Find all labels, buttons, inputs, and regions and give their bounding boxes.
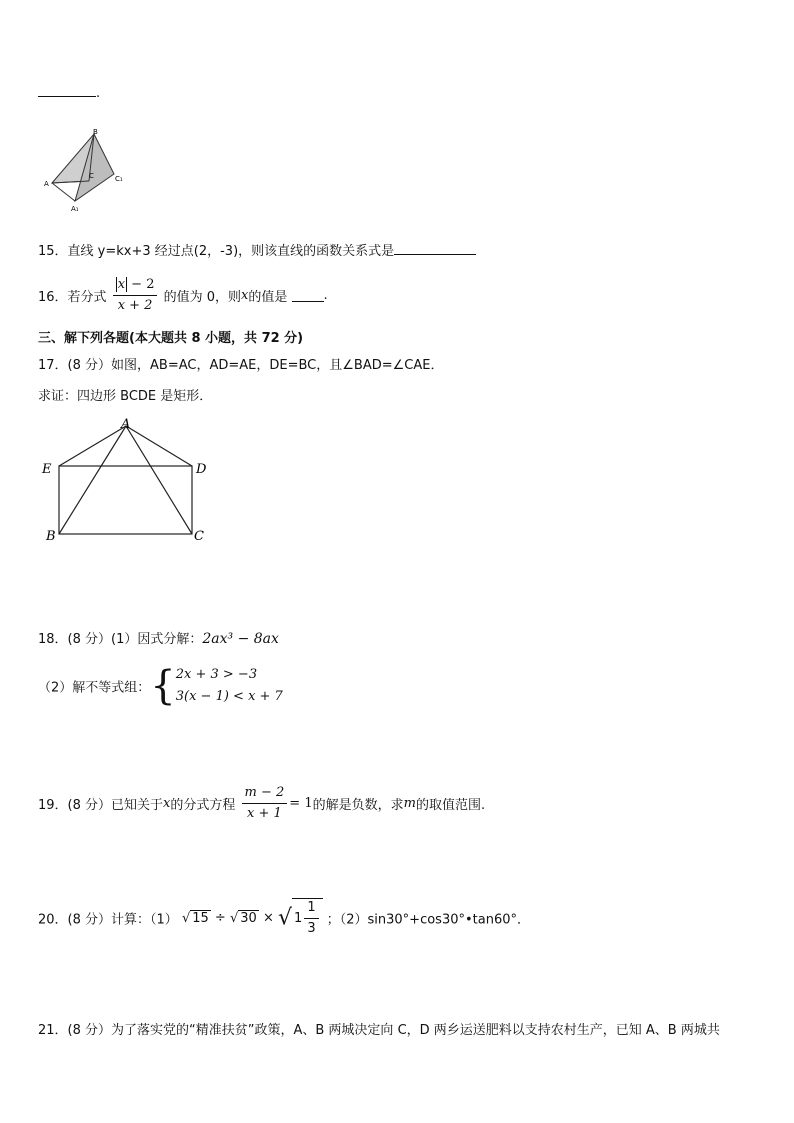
label-a1: A₁	[71, 205, 79, 213]
variable-x: x	[163, 796, 171, 811]
abs-x: x	[117, 277, 126, 292]
section-3-heading: 三、解下列各题(本大题共 8 小题，共 72 分)	[38, 331, 304, 346]
line-a-d	[126, 426, 192, 466]
question-19-prefix: 19．(8 分）已知关于	[38, 798, 164, 813]
question-17-line-1: 17．(8 分）如图，AB=AC，AD=AE，DE=BC，且∠BAD=∠CAE．	[38, 358, 444, 373]
question-18-part-1	[38, 628, 279, 647]
question-16-prefix: 16．若分式	[38, 290, 107, 305]
factor-expression: 2ax³ − 8ax	[202, 631, 279, 647]
question-18-prefix: 18．(8 分）(1）因式分解：	[38, 632, 203, 647]
question-19-end: 的取值范围.	[415, 798, 486, 813]
times-sign: ×	[262, 910, 274, 926]
answer-blank	[38, 86, 96, 97]
fraction-m-minus-2-over-x-plus-1	[242, 784, 288, 823]
label-a: A	[44, 180, 49, 188]
line-a-b	[59, 426, 126, 534]
fraction-abs-x-minus-2-over-x-plus-2	[113, 276, 158, 315]
sqrt-30: √ 30	[229, 911, 257, 926]
divide-sign: ÷	[214, 910, 226, 926]
inequality-system	[176, 664, 283, 708]
variable-m: m	[403, 796, 416, 811]
question-20	[38, 898, 530, 938]
figure-q17	[38, 414, 218, 548]
fraction-one-third: $\frac{1}{3}$	[304, 899, 318, 938]
rectangle-bcde	[59, 466, 192, 534]
inequality-2: 3(x − 1) < x + 7	[175, 689, 283, 704]
question-18-part-2-prefix: （2）解不等式组：	[38, 680, 151, 696]
label-c: C	[194, 529, 204, 544]
question-15	[38, 240, 476, 259]
sqrt-mixed-fraction: √ 1 $\frac{1}{3}$	[278, 898, 323, 938]
label-e: E	[42, 462, 52, 477]
line-a-e	[59, 426, 126, 466]
whole-part: 1	[294, 911, 303, 926]
label-d: D	[196, 462, 207, 477]
question-15-text: 15．直线 y=kx+3 经过点(2，-3)，则该直线的函数关系式是	[38, 244, 395, 259]
question-16-end: .	[323, 288, 328, 303]
answer-blank	[394, 242, 476, 255]
numerator-rest: − 2	[127, 277, 155, 292]
question-17-line-2: 求证：四边形 BCDE 是矩形．	[38, 389, 213, 404]
question-20-part-2: ；（2）sin30°+cos30°•tan60°．	[326, 912, 530, 928]
inequality-1: 2x + 3 > −3	[175, 667, 258, 682]
line-a-a1	[52, 183, 75, 201]
previous-question-blank	[38, 86, 100, 101]
denominator: x + 2	[117, 298, 153, 313]
equals-one: = 1	[289, 796, 313, 811]
denominator: x + 1	[247, 806, 282, 821]
label-b: B	[46, 529, 56, 544]
sqrt-15: √ 15	[181, 911, 209, 926]
label-a: A	[121, 417, 131, 432]
question-21: 21．(8 分）为了落实党的“精准扶贫”政策，A、B 两城决定向 C，D 两乡运送肥料以支持农村生产，已知 A、B 两城共	[38, 1023, 720, 1038]
blank-period: .	[96, 86, 101, 101]
label-c: C	[89, 172, 94, 180]
figure-q14	[40, 128, 140, 216]
system-brace: {	[150, 663, 176, 709]
numerator: m − 2	[242, 784, 288, 804]
question-16	[38, 276, 328, 315]
variable-x: x	[241, 288, 249, 303]
answer-blank	[292, 289, 324, 302]
question-16-suffix: 的值是	[248, 290, 288, 305]
label-b: B	[93, 128, 98, 136]
question-20-prefix: 20．(8 分）计算：（1）	[38, 912, 178, 928]
question-18-part-2	[38, 664, 283, 708]
question-19-mid: 的分式方程	[170, 798, 236, 813]
label-c1: C₁	[115, 175, 123, 183]
line-a-c	[126, 426, 192, 534]
question-19	[38, 784, 485, 823]
question-16-middle: 的值为 0，则	[163, 290, 242, 305]
question-19-rest: 的解是负数，求	[312, 798, 404, 813]
